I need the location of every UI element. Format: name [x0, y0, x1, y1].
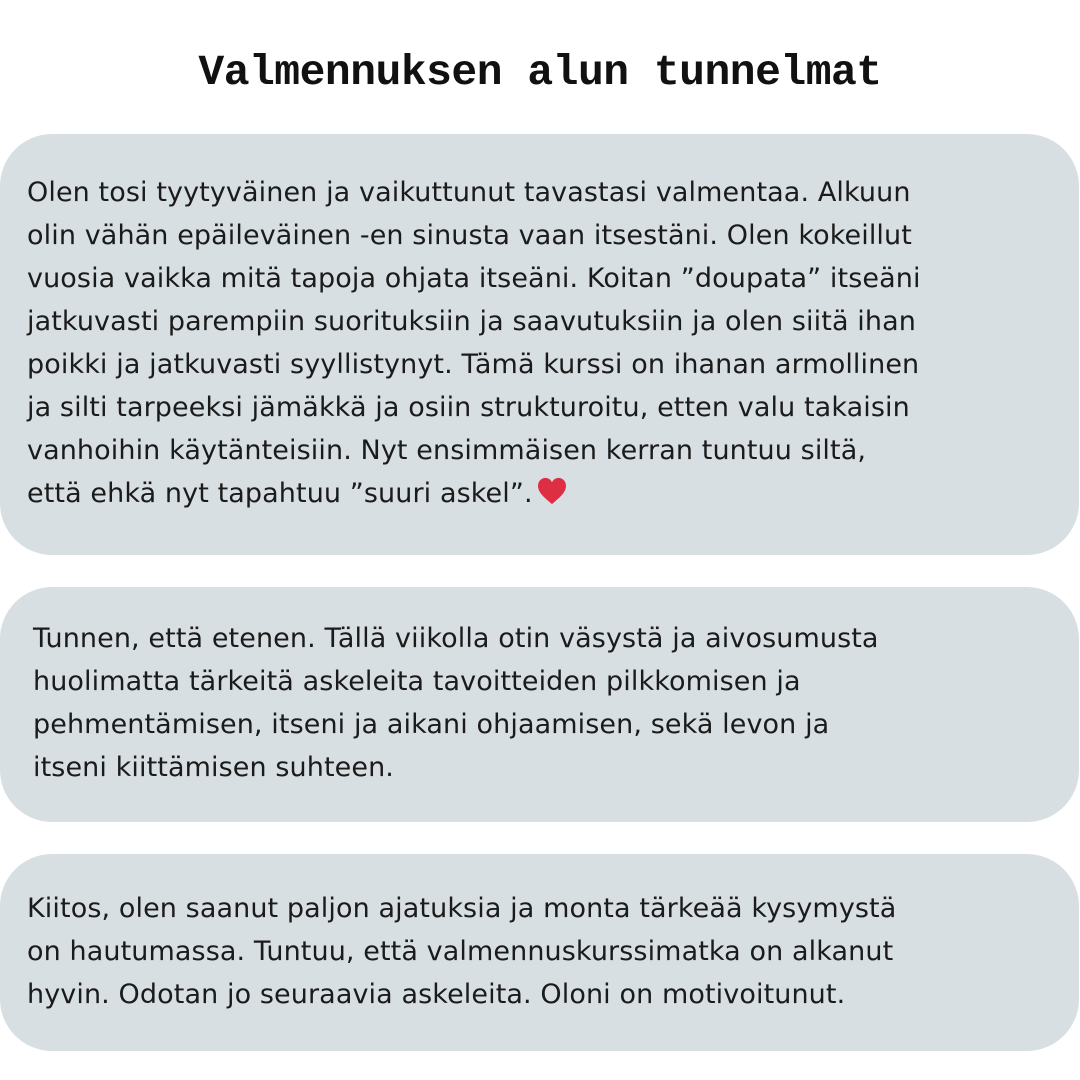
testimonial-1-line-1: Olen tosi tyytyväinen ja vaikuttunut tavastasi valmentaa. Alkuun [27, 177, 911, 208]
testimonial-3-line-3: hyvin. Odotan jo seuraavia askeleita. Oloni on motivoitunut. [27, 979, 846, 1010]
testimonial-2-line-1: Tunnen, että etenen. Tällä viikolla otin väsystä ja aivosumusta [33, 623, 879, 654]
testimonial-1-line-4: jatkuvasti parempiin suorituksiin ja saavutuksiin ja olen siitä ihan [27, 306, 916, 337]
heart-icon [537, 477, 567, 505]
page-title: Valmennuksen alun tunnelmat [198, 48, 882, 97]
testimonial-1-line-6: ja silti tarpeeksi jämäkkä ja osiin strukturoitu, etten valu takaisin [27, 392, 910, 423]
testimonial-2-line-2: huolimatta tärkeitä askeleita tavoitteiden pilkkomisen ja [33, 666, 801, 697]
testimonial-1-line-5: poikki ja jatkuvasti syyllistynyt. Tämä kurssi on ihanan armollinen [27, 349, 920, 380]
testimonial-text-3 [27, 887, 896, 1016]
testimonial-3-line-1: Kiitos, olen saanut paljon ajatuksia ja monta tärkeää kysymystä [27, 893, 897, 924]
testimonial-1-line-3: vuosia vaikka mitä tapoja ohjata itseäni. Koitan ”doupata” itseäni [27, 263, 921, 294]
testimonial-text-1 [27, 171, 921, 515]
testimonial-1-line-8: että ehkä nyt tapahtuu ”suuri askel”. [27, 478, 533, 509]
testimonial-1-line-7: vanhoihin käytänteisiin. Nyt ensimmäisen kerran tuntuu siltä, [27, 435, 867, 466]
testimonial-3-line-2: on hautumassa. Tuntuu, että valmennuskurssimatka on alkanut [27, 936, 894, 967]
testimonial-1-line-2: olin vähän epäileväinen -en sinusta vaan itsestäni. Olen kokeillut [27, 220, 912, 251]
testimonial-2-line-4: itseni kiittämisen suhteen. [33, 752, 394, 783]
testimonial-2-line-3: pehmentämisen, itseni ja aikani ohjaamisen, sekä levon ja [33, 709, 830, 740]
testimonial-text-2 [33, 617, 879, 789]
